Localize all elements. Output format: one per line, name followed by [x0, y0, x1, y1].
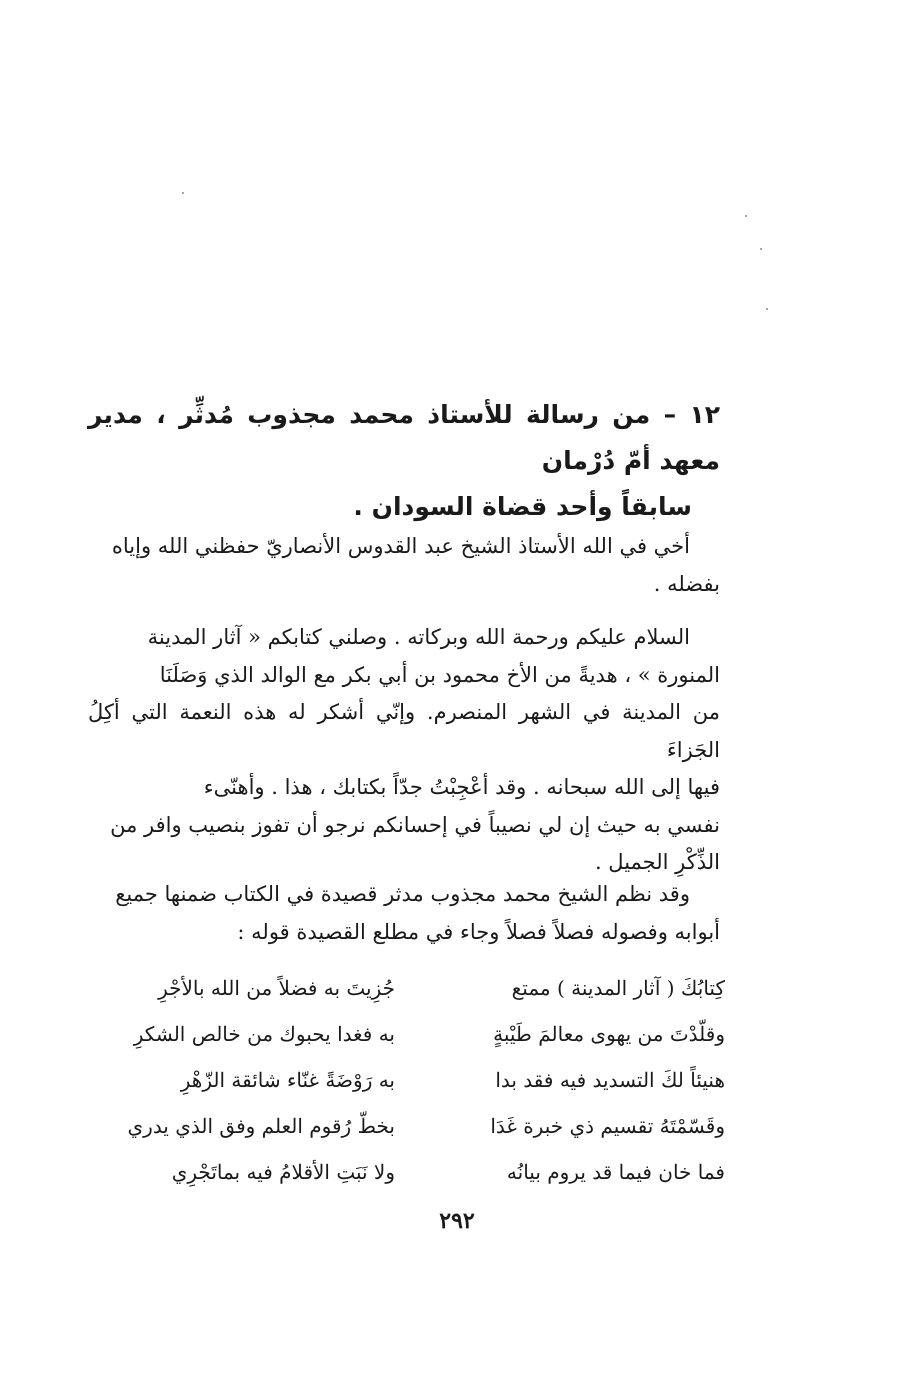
- verse-second-hemistich: بخطّ رُقوم العلم وفق الذي يدري: [127, 1114, 395, 1138]
- heading-line-1: ١٢ – من رسالة للأستاذ محمد مجذوب مُدثِّر ، مدير معهد أمّ دُرْمان: [88, 400, 720, 475]
- paragraph-line: فيها إلى الله سبحانه . وقد أعْجِبْتُ جدّاً بكتابك ، هذا . وأهنّىء: [203, 775, 720, 799]
- paragraph-poem-intro: [88, 876, 720, 951]
- poem-verse: [105, 965, 725, 1011]
- paragraph-salutation: [88, 528, 720, 603]
- poem: [105, 965, 725, 1195]
- page-number: ٢٩٢: [439, 1208, 475, 1234]
- section-heading: [88, 392, 720, 530]
- poem-verse: [105, 1149, 725, 1195]
- verse-first-hemistich: هنيئاً لكَ التسديد فيه فقد بدا: [495, 1068, 725, 1092]
- verse-second-hemistich: به فغدا يحبوك من خالص الشكرِ: [133, 1022, 395, 1046]
- paragraph-line: من المدينة في الشهر المنصرم. وإنّي أشكر له هذه النعمة التي أكِلُ الجَزاءَ: [88, 700, 720, 762]
- scan-speck: [182, 192, 184, 194]
- poem-verse: [105, 1057, 725, 1103]
- paragraph-line: نفسي به حيث إن لي نصيباً في إحسانكم نرجو أن تفوز بنصيب وافر من: [110, 812, 720, 837]
- verse-first-hemistich: وقلّدْتَ من يهوى معالمَ طَيْبةٍ: [493, 1022, 725, 1046]
- heading-line-2: سابقاً وأحد قضاة السودان .: [353, 492, 692, 521]
- scan-speck: [760, 248, 762, 250]
- verse-second-hemistich: ولا نَبَتِ الأقلامُ فيه بماتَجْرِي: [171, 1160, 395, 1184]
- paragraph-line: أبوابه وفصوله فصلاً فصلاً وجاء في مطلع القصيدة قوله :: [237, 919, 720, 944]
- paragraph-line: المنورة » ، هديةً من الأخ محمود بن أبي بكر مع الوالد الذي وَصَلَنَا: [159, 662, 720, 687]
- poem-verse: [105, 1011, 725, 1057]
- verse-second-hemistich: جُزِيتَ به فضلاً من الله بالأجْرِ: [158, 976, 395, 1000]
- paragraph-line: أخي في الله الأستاذ الشيخ عبد القدوس الأنصاريّ حفظني الله وإياه: [111, 534, 690, 558]
- paragraph-line: بفضله .: [653, 571, 720, 596]
- scan-speck: [766, 308, 768, 310]
- verse-second-hemistich: به رَوْضَةً غنّاء شائقة الزّهْرِ: [180, 1068, 395, 1092]
- poem-verse: [105, 1103, 725, 1149]
- verse-first-hemistich: وقَسّمْتَهُ تقسيم ذي خبرة غَدَا: [490, 1114, 725, 1138]
- verse-first-hemistich: كِتابُكَ ( آثار المدينة ) ممتع: [511, 976, 725, 1000]
- paragraph-line: وقد نظم الشيخ محمد مجذوب مدثر قصيدة في الكتاب ضمنها جميع: [115, 882, 690, 906]
- scan-speck: [745, 215, 747, 217]
- paragraph-line: السلام عليكم ورحمة الله وبركاته . وصلني كتابكم « آثار المدينة: [147, 625, 690, 649]
- verse-first-hemistich: فما خان فيما قد يروم بيانُه: [506, 1160, 725, 1184]
- paragraph-letter-body: [88, 619, 720, 882]
- paragraph-line: الذِّكْرِ الجميل .: [594, 850, 720, 874]
